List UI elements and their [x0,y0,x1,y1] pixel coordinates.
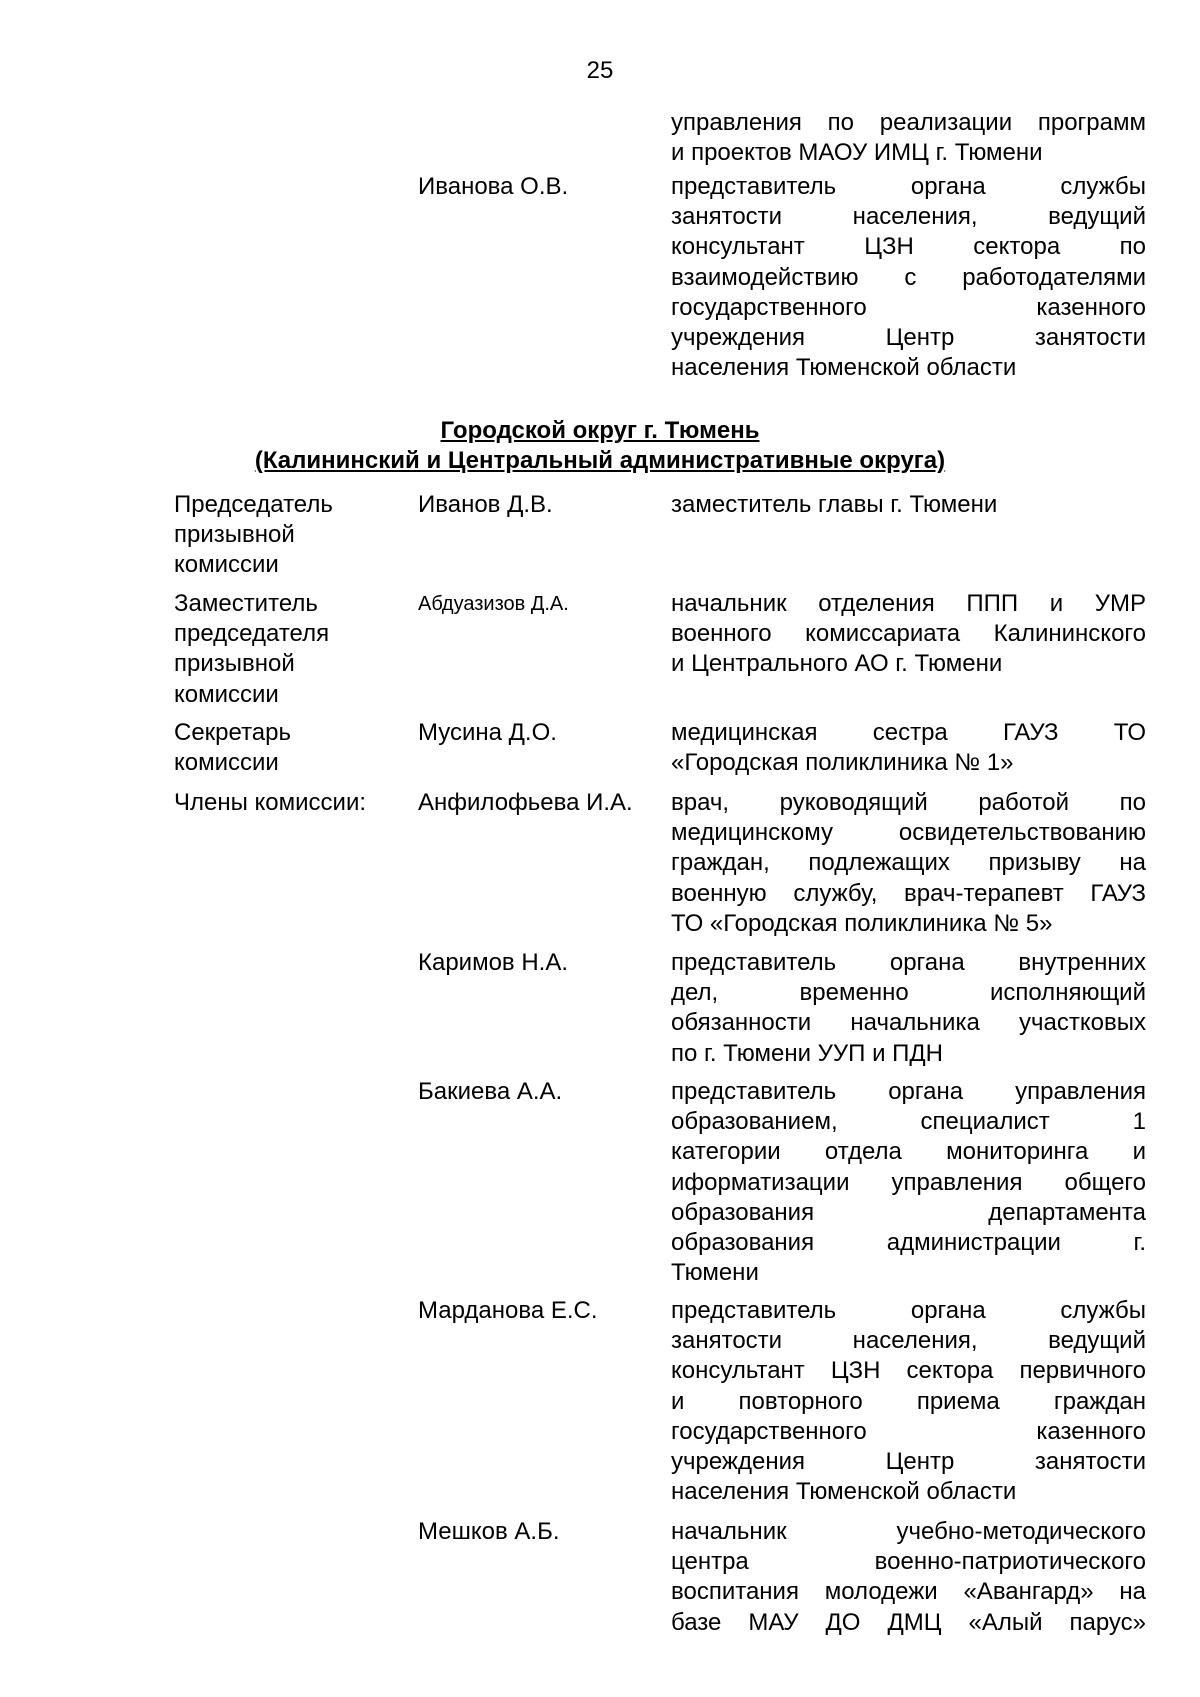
description-line: населения Тюменской области [671,354,1017,382]
role-line: Секретарь [174,719,291,746]
description-line: занятости населения, ведущий [671,1327,1146,1355]
description-line: категории отдела мониторинга и [671,1138,1146,1166]
member-description [671,1296,1146,1507]
description-line: по г. Тюмени УУП и ПДН [671,1039,944,1067]
role-label [174,788,404,818]
role-line: комиссии [174,551,279,579]
member-name: Иванов Д.В. [418,491,553,518]
role-line: председателя [174,620,330,648]
description-line: начальник отделения ППП и УМР [671,590,1146,617]
description-line: образования администрации г. [671,1229,1146,1257]
member-description [671,1517,1146,1638]
description-line: представитель органа службы [671,1297,1146,1324]
description-line: представитель органа внутренних [671,949,1146,976]
member-description [671,589,1146,680]
section-heading-line-2: (Калининский и Центральный административные округа) [254,447,946,474]
description-line: представитель органа службы [671,173,1146,200]
role-line: Заместитель [174,590,318,617]
description-line: медицинская сестра ГАУЗ ТО [671,719,1146,746]
description-line: начальник учебно-методического [671,1518,1146,1545]
member-description [671,490,1146,520]
description-line: ТО «Городская поликлиника № 5» [671,909,1053,937]
section-heading-line-1: Городской округ г. Тюмень [440,417,760,444]
role-line: Председатель [174,491,333,518]
member-name: Бакиева А.А. [418,1078,563,1105]
page-number: 25 [586,57,614,84]
role-line: Члены комиссии: [174,789,367,816]
description-line: дел, временно исполняющий [671,979,1146,1007]
description-line: занятости населения, ведущий [671,203,1146,231]
description-line: заместитель главы г. Тюмени [671,491,998,518]
role-line: призывной [174,521,295,549]
description-line: Тюмени [671,1259,759,1287]
member-description [671,172,1146,383]
member-name: Марданова Е.С. [418,1297,598,1324]
member-description [671,948,1146,1069]
role-line: комиссии [174,680,279,708]
member-description [671,718,1146,778]
role-label [174,490,404,581]
description-line: базе МАУ ДО ДМЦ «Алый парус» [671,1608,1146,1636]
description-line: и Центрального АО г. Тюмени [671,650,1003,678]
description-line: воспитания молодежи «Авангард» на [671,1578,1146,1606]
description-line: образования департамента [671,1198,1146,1226]
member-name: Мешков А.Б. [418,1518,560,1545]
role-label [174,718,404,778]
role-line: призывной [174,650,295,678]
member-name: Абдуазизов Д.А. [418,593,569,615]
description-line: государственного казенного [671,1417,1146,1445]
role-line: комиссии [174,749,279,777]
description-line: врач, руководящий работой по [671,789,1146,816]
member-name: Мусина Д.О. [418,719,557,746]
role-label [174,589,404,710]
description-line: учреждения Центр занятости [671,1448,1146,1476]
description-line: государственного казенного [671,293,1146,321]
member-description [671,788,1146,939]
member-name: Анфилофьева И.А. [418,789,633,816]
description-line: управления по реализации программ [671,109,1146,136]
description-line: и проектов МАОУ ИМЦ г. Тюмени [671,139,1043,167]
description-line: представитель органа управления [671,1078,1146,1105]
description-line: медицинскому освидетельствованию [671,819,1146,847]
description-line: военную службу, врач-терапевт ГАУЗ [671,879,1146,907]
description-line: консультант ЦЗН сектора первичного [671,1357,1146,1385]
description-line: образованием, специалист 1 [671,1108,1146,1136]
description-line: и повторного приема граждан [671,1387,1146,1415]
description-line: граждан, подлежащих призыву на [671,849,1146,877]
description-line: консультант ЦЗН сектора по [671,233,1146,261]
continued-description [671,108,1146,168]
description-line: иформатизации управления общего [671,1168,1146,1196]
member-description [671,1077,1146,1288]
description-line: населения Тюменской области [671,1478,1017,1506]
description-line: учреждения Центр занятости [671,324,1146,352]
description-line: военного комиссариата Калининского [671,620,1146,648]
description-line: центра военно-патриотического [671,1548,1146,1576]
description-line: обязанности начальника участковых [671,1009,1146,1037]
member-name: Каримов Н.А. [418,949,569,976]
description-line: взаимодействию с работодателями [671,263,1146,291]
description-line: «Городская поликлиника № 1» [671,749,1014,777]
member-name: Иванова О.В. [418,173,569,200]
